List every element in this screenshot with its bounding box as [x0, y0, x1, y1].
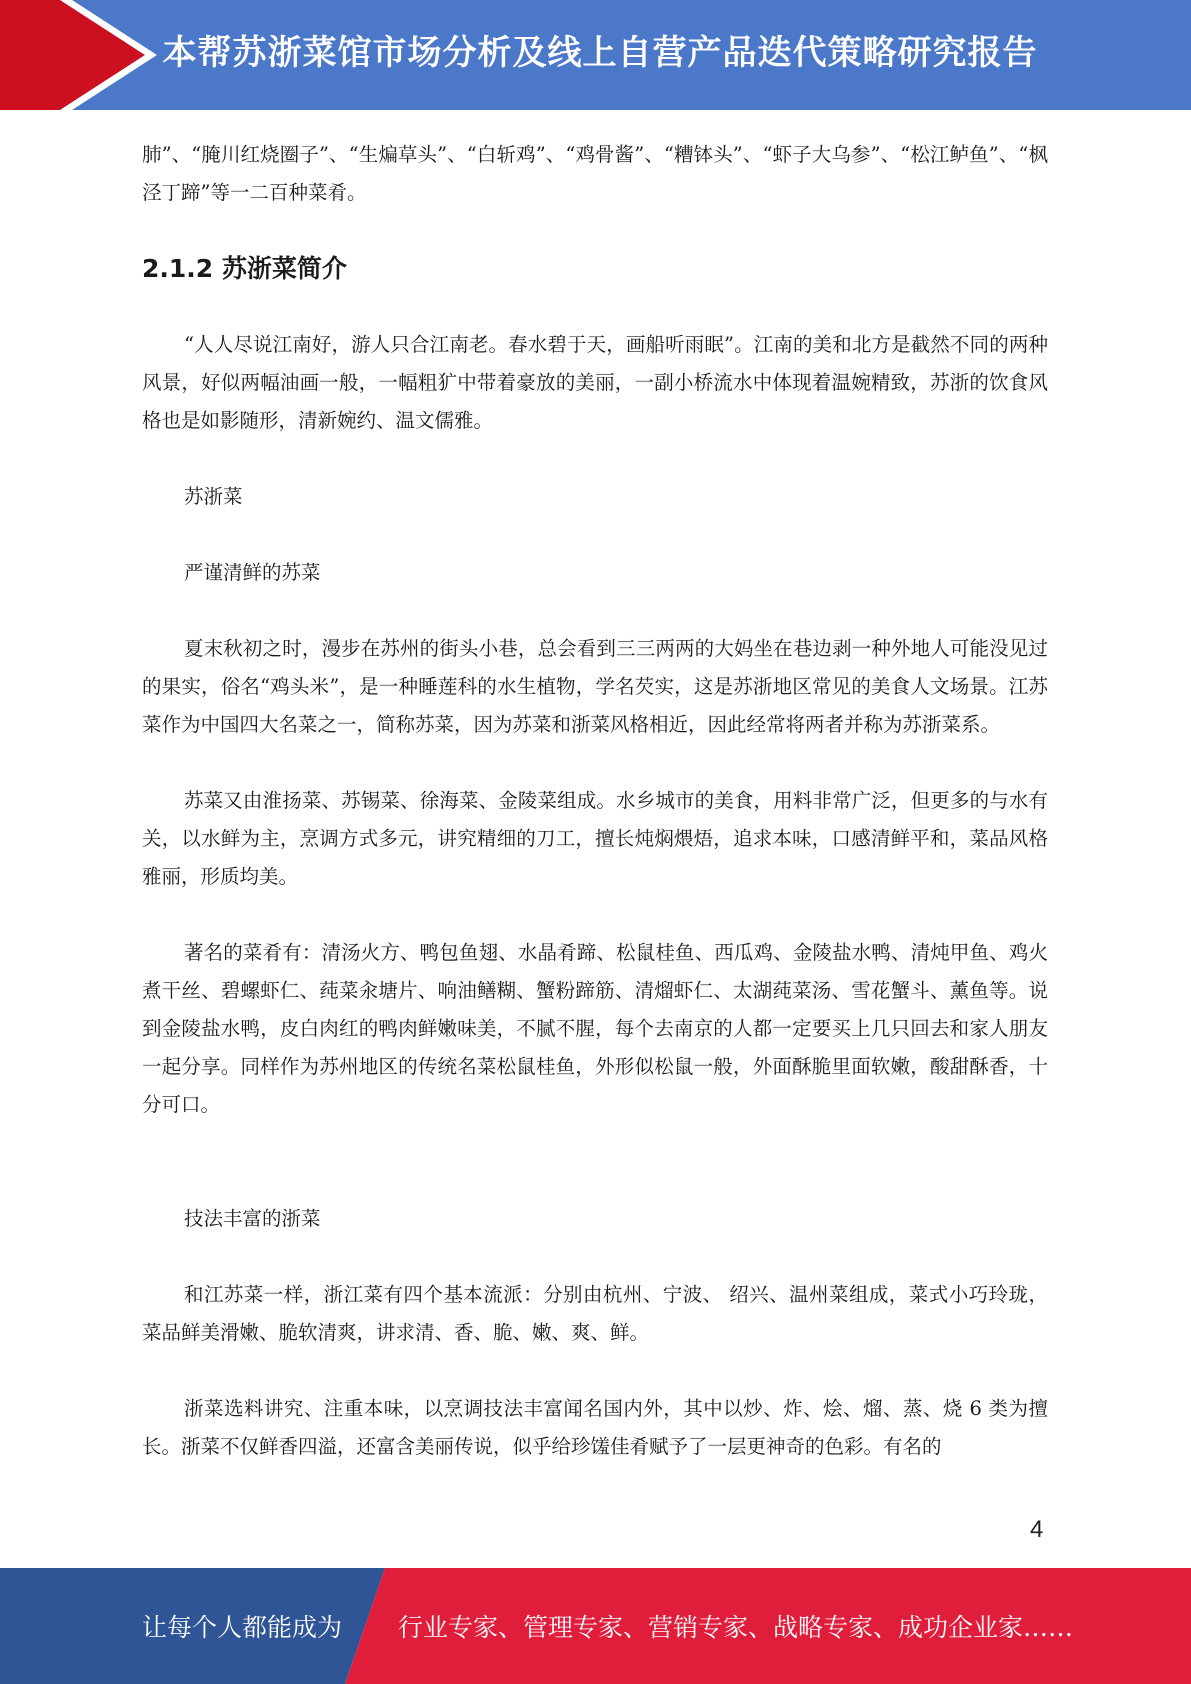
label-zhe-cuisine: 技法丰富的浙菜	[184, 1207, 321, 1230]
label-suzhe-cuisine: 苏浙菜	[184, 485, 243, 508]
paragraph-continued: 肺”、“腌川红烧圈子”、“生煸草头”、“白斩鸡”、“鸡骨酱”、“糟钵头”、“虾子大乌参”、“松江鲈鱼”、“枫泾丁蹄”等一二百种菜肴。	[142, 143, 1048, 204]
footer-slogan-right: 行业专家、管理专家、营销专家、战略专家、成功企业家……	[398, 1613, 1074, 1642]
header-banner	[0, 0, 1191, 110]
paragraph-su-2: 苏菜又由淮扬菜、苏锡菜、徐海菜、金陵菜组成。水乡城市的美食，用料非常广泛，但更多的与水有关，以水鲜为主，烹调方式多元，讲究精细的刀工，擅长炖焖煨焐，追求本味，口感清鲜平和，菜品风格雅丽，形质均美。	[142, 789, 1048, 888]
label-su-cuisine: 严谨清鲜的苏菜	[184, 561, 321, 584]
section-heading: 2.1.2 苏浙菜简介	[142, 254, 347, 283]
header-chevron-decoration	[0, 0, 170, 110]
paragraph-su-1: 夏末秋初之时，漫步在苏州的街头小巷，总会看到三三两两的大妈坐在巷边剥一种外地人可能没见过的果实，俗名“鸡头米”，是一种睡莲科的水生植物，学名芡实，这是苏浙地区常见的美食人文场景。江苏菜作为中国四大名菜之一，简称苏菜，因为苏菜和浙菜风格相近，因此经常将两者并称为苏浙菜系。	[142, 637, 1048, 736]
document-title: 本帮苏浙菜馆市场分析及线上自营产品迭代策略研究报告	[162, 33, 1038, 73]
page-number: 4	[1030, 1516, 1044, 1543]
paragraph-zhe-1: 和江苏菜一样，浙江菜有四个基本流派：分别由杭州、宁波、 绍兴、温州菜组成，菜式小巧玲珑，菜品鲜美滑嫩、脆软清爽，讲求清、香、脆、嫩、爽、鲜。	[142, 1283, 1048, 1344]
paragraph-zhe-2: 浙菜选料讲究、注重本味，以烹调技法丰富闻名国内外，其中以炒、炸、烩、熘、蒸、烧 6 类为擅长。浙菜不仅鲜香四溢，还富含美丽传说，似乎给珍馐佳肴赋予了一层更神奇的色彩。有名的	[142, 1397, 1048, 1458]
footer-banner	[0, 1568, 1191, 1684]
paragraph-intro: “人人尽说江南好，游人只合江南老。春水碧于天，画船听雨眠”。江南的美和北方是截然不同的两种风景，好似两幅油画一般，一幅粗犷中带着豪放的美丽，一副小桥流水中体现着温婉精致，苏浙的饮食风格也是如影随形，清新婉约、温文儒雅。	[142, 333, 1048, 432]
footer-slogan-left: 让每个人都能成为	[142, 1613, 343, 1642]
document-body	[142, 136, 1048, 1466]
paragraph-su-3: 著名的菜肴有：清汤火方、鸭包鱼翅、水晶肴蹄、松鼠桂鱼、西瓜鸡、金陵盐水鸭、清炖甲鱼、鸡火煮干丝、碧螺虾仁、莼菜汆塘片、响油鳝糊、蟹粉蹄筋、清熘虾仁、太湖莼菜汤、雪花蟹斗、薰鱼等。说到金陵盐水鸭，皮白肉红的鸭肉鲜嫩味美，不腻不腥，每个去南京的人都一定要买上几只回去和家人朋友一起分享。同样作为苏州地区的传统名菜松鼠桂鱼，外形似松鼠一般，外面酥脆里面软嫩，酸甜酥香，十分可口。	[142, 941, 1048, 1116]
